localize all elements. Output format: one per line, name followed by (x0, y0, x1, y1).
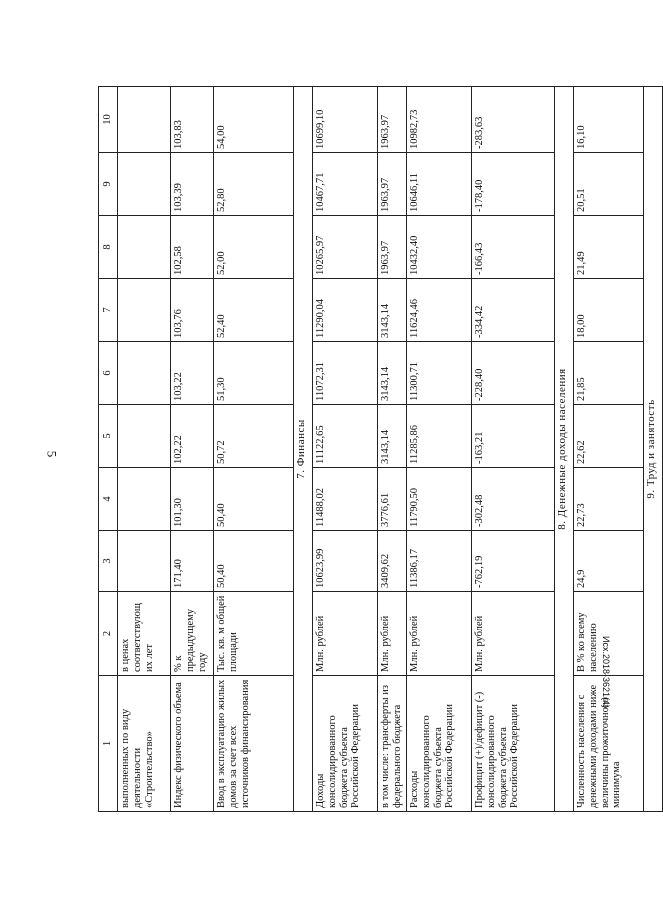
column-header: 7 (99, 279, 118, 342)
value-cell: -163,21 (472, 405, 555, 468)
value-cell: 50,40 (214, 531, 294, 592)
value-cell: 1963,97 (378, 153, 407, 216)
indicator-cell: выполненных по виду деятельности «Строительство» (118, 676, 171, 812)
value-cell: 3143,14 (378, 405, 407, 468)
value-cell (118, 405, 171, 468)
table-row (472, 87, 555, 812)
value-cell: 11624,46 (407, 279, 472, 342)
value-cell: 10265,97 (313, 216, 378, 279)
value-cell (118, 216, 171, 279)
table-row (378, 87, 407, 812)
section-title: 9. Труд и занятость (645, 399, 657, 499)
value-cell: 18,00 (574, 279, 644, 342)
value-cell: 10699,10 (313, 87, 378, 153)
value-cell: 103,39 (171, 153, 214, 216)
indicator-cell: Численность населения с денежными доходами ниже величины прожиточного минимума (574, 676, 644, 812)
value-cell: 10467,71 (313, 153, 378, 216)
value-cell: 22,73 (574, 468, 644, 531)
value-cell: 3776,61 (378, 468, 407, 531)
value-cell: 21,49 (574, 216, 644, 279)
value-cell: 1963,97 (378, 216, 407, 279)
value-cell: -302,48 (472, 468, 555, 531)
section-heading-row (644, 87, 663, 812)
table-row (574, 87, 644, 812)
indicator-cell: Расходы консолидированного бюджета субъекта Российской Федерации (407, 676, 472, 812)
column-header: 10 (99, 87, 118, 153)
indicator-cell: Доходы консолидированного бюджета субъекта Российской Федерации (313, 676, 378, 812)
column-header: 5 (99, 405, 118, 468)
value-cell: 3409,62 (378, 531, 407, 592)
value-cell: 3143,14 (378, 279, 407, 342)
unit-cell: в ценах соответствующ их лет (118, 592, 171, 676)
column-header: 6 (99, 342, 118, 405)
section-heading (644, 87, 663, 812)
value-cell: 101,30 (171, 468, 214, 531)
document-code: Исх.2018-3621(4) (601, 636, 611, 709)
value-cell: 52,80 (214, 153, 294, 216)
column-header: 3 (99, 531, 118, 592)
value-cell: 11790,50 (407, 468, 472, 531)
unit-cell: Млн. рублей (313, 592, 378, 676)
value-cell: 11072,31 (313, 342, 378, 405)
unit-cell: В % ко всему населению (574, 592, 644, 676)
value-cell: 51,30 (214, 342, 294, 405)
value-cell: -166,43 (472, 216, 555, 279)
value-cell: -283,63 (472, 87, 555, 153)
unit-cell: Млн. рублей (472, 592, 555, 676)
indicator-cell: Профицит (+)/дефицит (-) консолидированного бюджета субъекта Российской Федерации (472, 676, 555, 812)
value-cell (118, 153, 171, 216)
value-cell: 103,83 (171, 87, 214, 153)
column-header: 1 (99, 676, 118, 812)
indicator-cell: Ввод в эксплуатацию жилых домов за счет всех источников финансирования (214, 676, 294, 812)
table-row (407, 87, 472, 812)
value-cell: 11300,71 (407, 342, 472, 405)
value-cell: 11386,17 (407, 531, 472, 592)
value-cell: -762,19 (472, 531, 555, 592)
value-cell: 102,58 (171, 216, 214, 279)
value-cell: 24,9 (574, 531, 644, 592)
value-cell: 10432,40 (407, 216, 472, 279)
value-cell: 11122,65 (313, 405, 378, 468)
value-cell: 52,40 (214, 279, 294, 342)
value-cell: 103,76 (171, 279, 214, 342)
value-cell: 10623,99 (313, 531, 378, 592)
value-cell: 171,40 (171, 531, 214, 592)
indicator-cell: Индекс физического объема (171, 676, 214, 812)
value-cell (118, 468, 171, 531)
value-cell: 20,51 (574, 153, 644, 216)
value-cell: 50,40 (214, 468, 294, 531)
value-cell: 21,85 (574, 342, 644, 405)
section-heading-row (555, 87, 574, 812)
section-title: 7. Финансы (295, 419, 307, 479)
value-cell: 22,62 (574, 405, 644, 468)
value-cell: -334,42 (472, 279, 555, 342)
section-title: 8. Денежные доходы населения (556, 368, 568, 530)
column-header: 4 (99, 468, 118, 531)
value-cell (118, 531, 171, 592)
section-heading-row (294, 87, 313, 812)
column-header: 9 (99, 153, 118, 216)
value-cell (118, 87, 171, 153)
section-heading (555, 87, 574, 812)
indicator-cell: в том числе: трансферты из федерального бюджета (378, 676, 407, 812)
value-cell: 50,72 (214, 405, 294, 468)
value-cell: 11290,04 (313, 279, 378, 342)
value-cell: 103,22 (171, 342, 214, 405)
table-row (118, 87, 171, 812)
unit-cell: Тыс. кв. м общей площади (214, 592, 294, 676)
value-cell: 11285,86 (407, 405, 472, 468)
unit-cell: Млн. рублей (407, 592, 472, 676)
unit-cell: Млн. рублей (378, 592, 407, 676)
column-header: 8 (99, 216, 118, 279)
table-row (313, 87, 378, 812)
unit-cell: % к предыдущему году (171, 592, 214, 676)
value-cell: 54,00 (214, 87, 294, 153)
value-cell: 102,22 (171, 405, 214, 468)
value-cell: -178,40 (472, 153, 555, 216)
table-header-row (99, 87, 118, 812)
forecast-table (98, 86, 663, 812)
table-row (214, 87, 294, 812)
value-cell: 16,10 (574, 87, 644, 153)
value-cell: 10646,11 (407, 153, 472, 216)
table-row (171, 87, 214, 812)
value-cell: 1963,97 (378, 87, 407, 153)
section-heading (294, 87, 313, 812)
value-cell: -228,40 (472, 342, 555, 405)
value-cell: 3143,14 (378, 342, 407, 405)
column-header: 2 (99, 592, 118, 676)
value-cell (118, 279, 171, 342)
value-cell: 11488,02 (313, 468, 378, 531)
page-number: 5 (44, 450, 60, 458)
value-cell: 52,00 (214, 216, 294, 279)
value-cell (118, 342, 171, 405)
value-cell: 10982,73 (407, 87, 472, 153)
